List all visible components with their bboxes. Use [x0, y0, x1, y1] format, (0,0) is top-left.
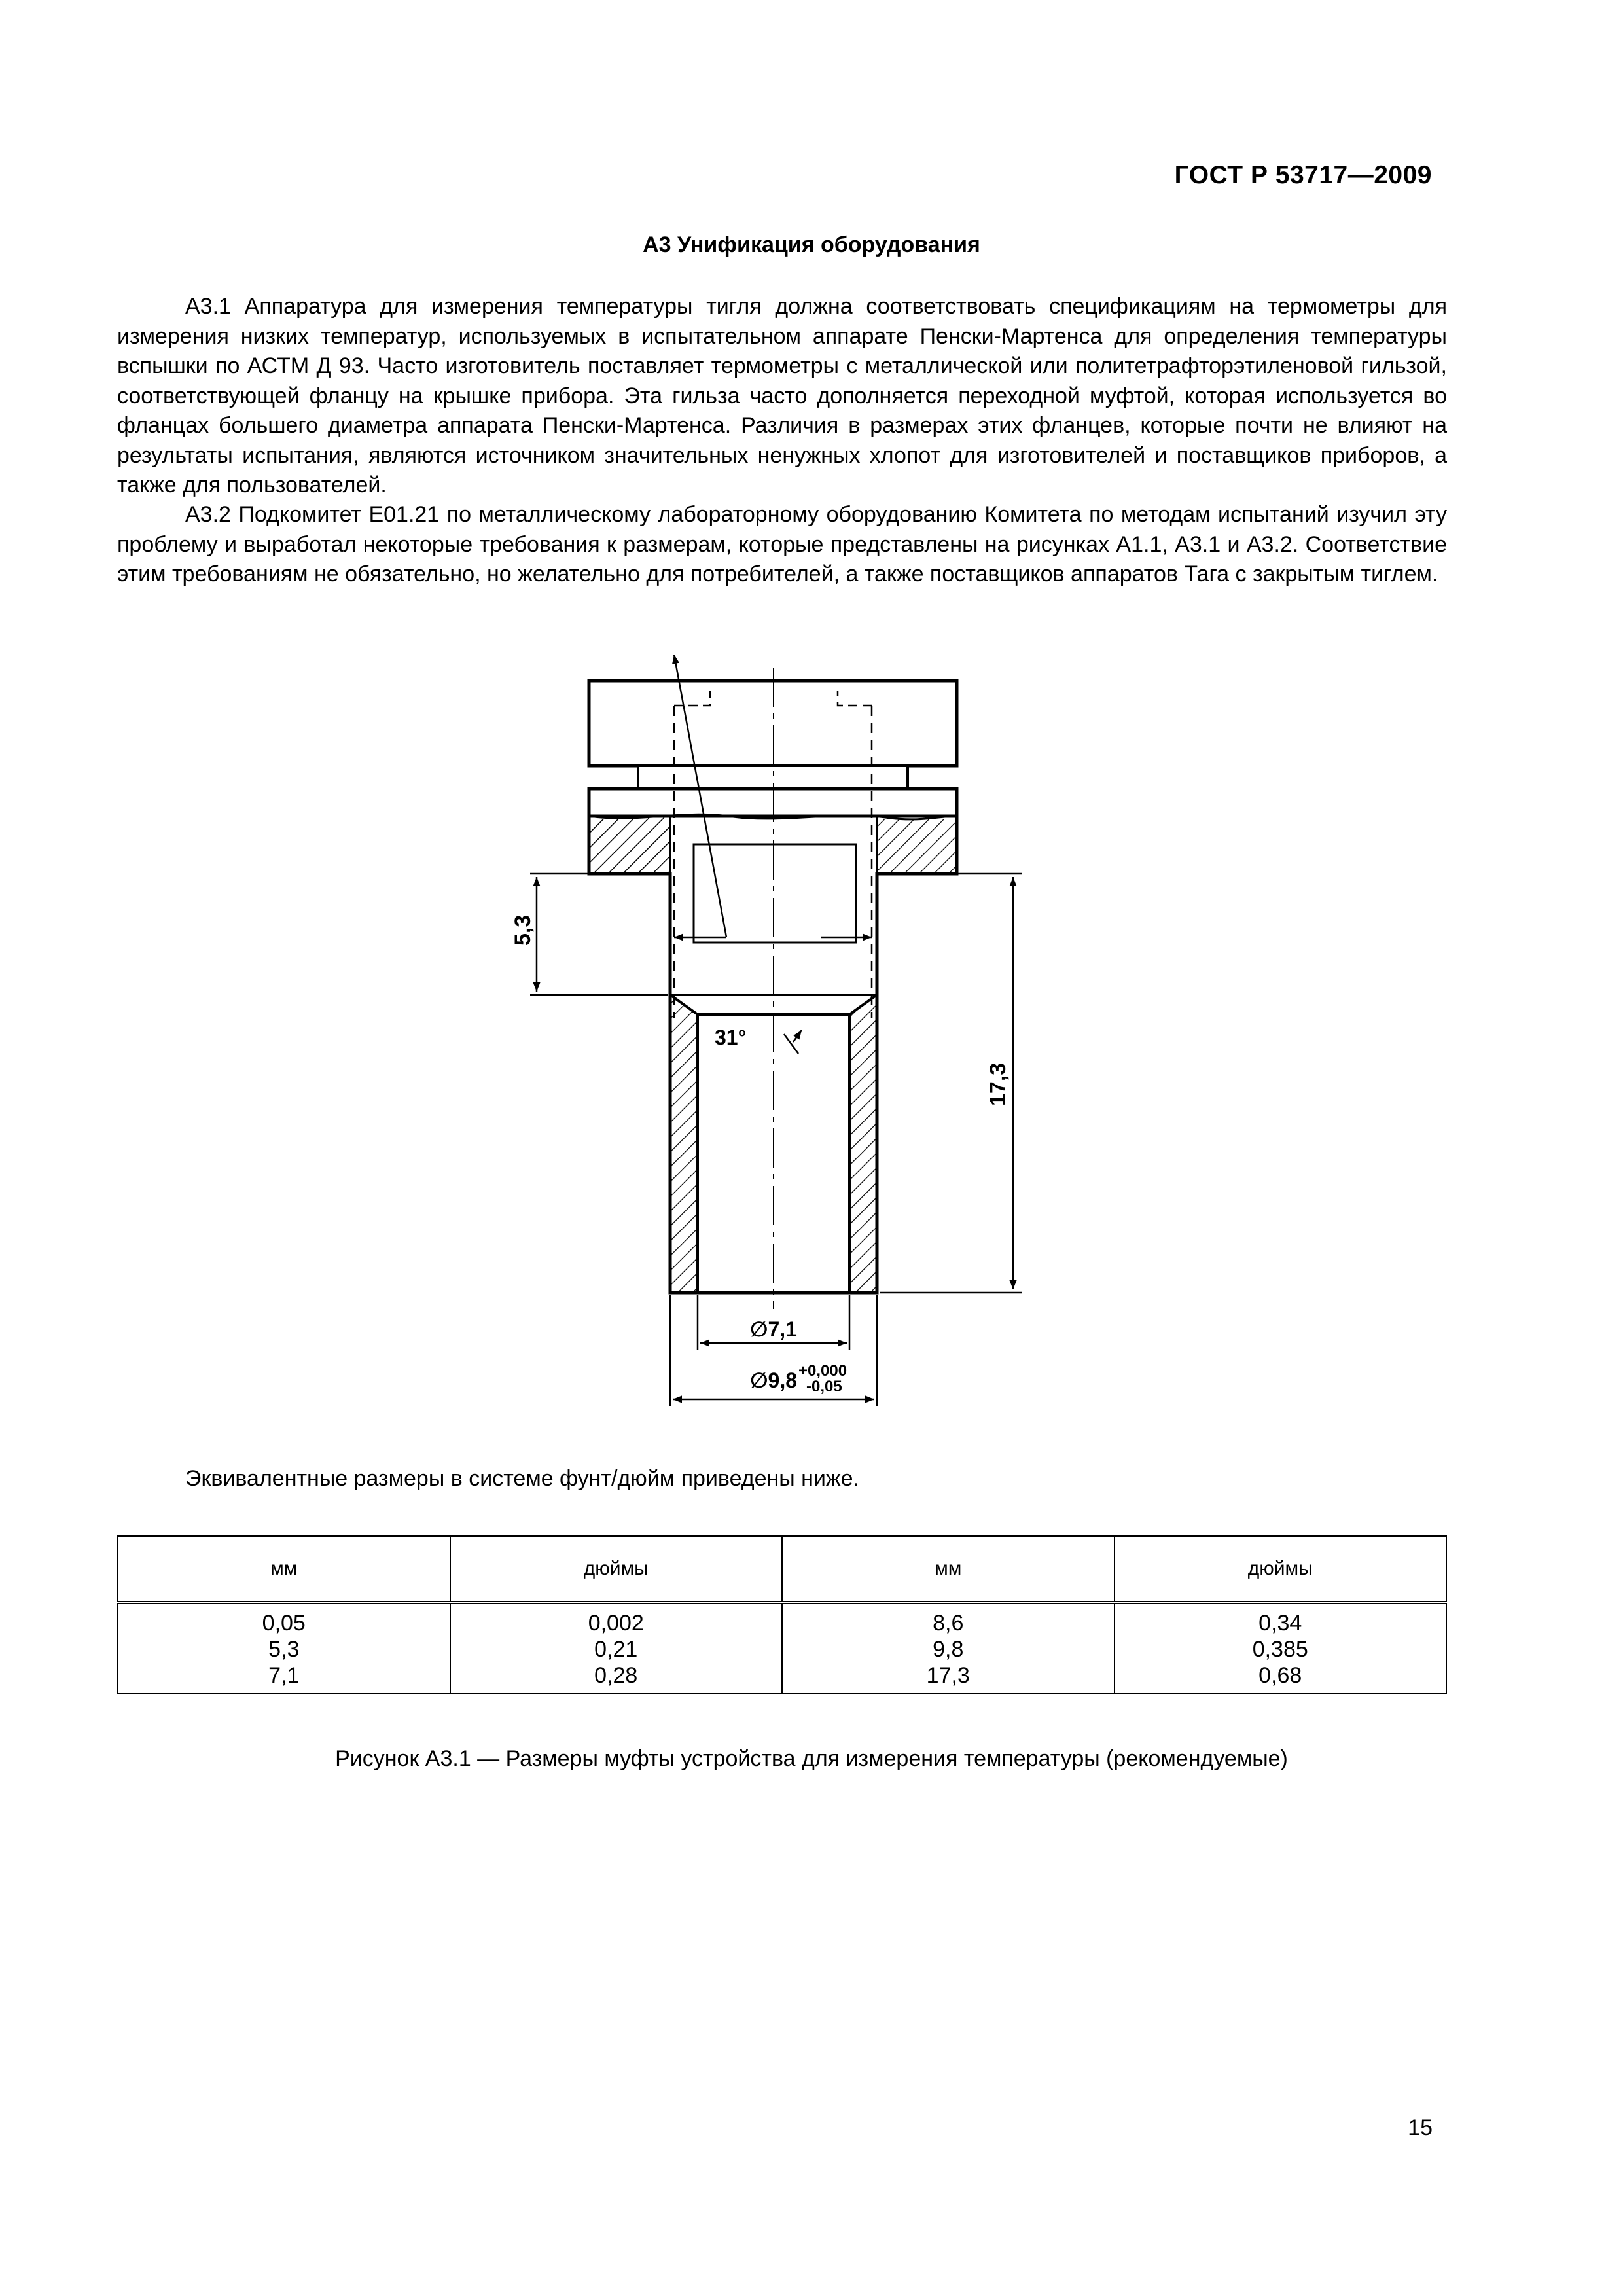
tolerance-lower: -0,05 [806, 1378, 842, 1395]
angle-label: 31° [715, 1026, 747, 1049]
cell-value: 7,1 [268, 1663, 300, 1688]
cell-value: 0,68 [1258, 1663, 1302, 1688]
page-number: 15 [1408, 2115, 1433, 2140]
standard-code: ГОСТ Р 53717—2009 [1174, 161, 1432, 189]
table-header: мм [118, 1536, 450, 1602]
cell-value: 0,34 [1258, 1611, 1302, 1636]
flange-hatch-left [590, 819, 670, 874]
table-row [118, 1602, 1446, 1693]
outer-diameter-label: ∅9,8 [750, 1369, 797, 1392]
cell-value: 0,385 [1252, 1637, 1308, 1662]
cell-value: 0,28 [594, 1663, 638, 1688]
cell-value: 0,21 [594, 1637, 638, 1662]
table-header: дюймы [1115, 1536, 1447, 1602]
cell-value: 5,3 [268, 1637, 300, 1662]
paragraph-a3-1 [117, 292, 1447, 501]
paragraph-a3-2 [117, 500, 1447, 590]
tube-wall-left [670, 995, 698, 1293]
table-header-row [118, 1536, 1446, 1602]
table-cell [782, 1602, 1115, 1693]
dimension-table [117, 1535, 1447, 1694]
table-header: дюймы [450, 1536, 783, 1602]
tube-wall-right [849, 995, 877, 1293]
table-cell [1115, 1602, 1447, 1693]
dimension-17-3: 17,3 [986, 1062, 1010, 1106]
cell-value: 17,3 [926, 1663, 970, 1688]
dimension-5-3: 5,3 [510, 914, 535, 946]
cell-value: 0,002 [588, 1611, 644, 1636]
equivalents-note: Эквивалентные размеры в системе фунт/дюйм приведены ниже. [185, 1466, 860, 1491]
flange-hatch-right [877, 819, 955, 874]
paragraph-text: А3.1 Аппаратура для измерения температуры тигля должна соответствовать спецификациям на термометры для измерения низких температур, используемых в испытательном аппарате Пенски-Мартенса для определения температуры вспышки по АСТМ Д 93. Часто изготовитель поставляет термометры с металлической или политетрафторэтиленовой гильзой, соответствующей фланцу на крышке прибора. Эта гильза часто дополняется переходной муфтой, которая используется во фланцах большего диаметра аппарата Пенски-Мартенса. Различия в размерах этих фланцев, которые почти не влияют на результаты испытания, являются источником значительных ненужных хлопот для изготовителей и поставщиков приборов, а также для пользователей. [117, 294, 1447, 497]
inner-diameter-label: ∅7,1 [750, 1318, 797, 1341]
section-title: А3 Унификация оборудования [643, 232, 980, 257]
cell-value: 9,8 [933, 1637, 964, 1662]
tolerance-upper: +0,000 [798, 1362, 847, 1380]
table-cell [118, 1602, 450, 1693]
coupling-drawing [471, 655, 1126, 1440]
figure-caption: Рисунок А3.1 — Размеры муфты устройства для измерения температуры (рекомендуемые) [335, 1746, 1288, 1771]
table-cell [450, 1602, 783, 1693]
cell-value: 0,05 [262, 1611, 306, 1636]
cell-value: 8,6 [933, 1611, 964, 1636]
table-header: мм [782, 1536, 1115, 1602]
paragraph-text: А3.2 Подкомитет Е01.21 по металлическому лабораторному оборудованию Комитета по методам испытаний изучил эту проблему и выработал некоторые требования к размерам, которые представлены на рисунках А1.1, А3.1 и А3.2. Соответствие этим требованиям не обязательно, но желательно для потребителей, а также поставщиков аппаратов Тага с закрытым тиглем. [117, 502, 1447, 586]
